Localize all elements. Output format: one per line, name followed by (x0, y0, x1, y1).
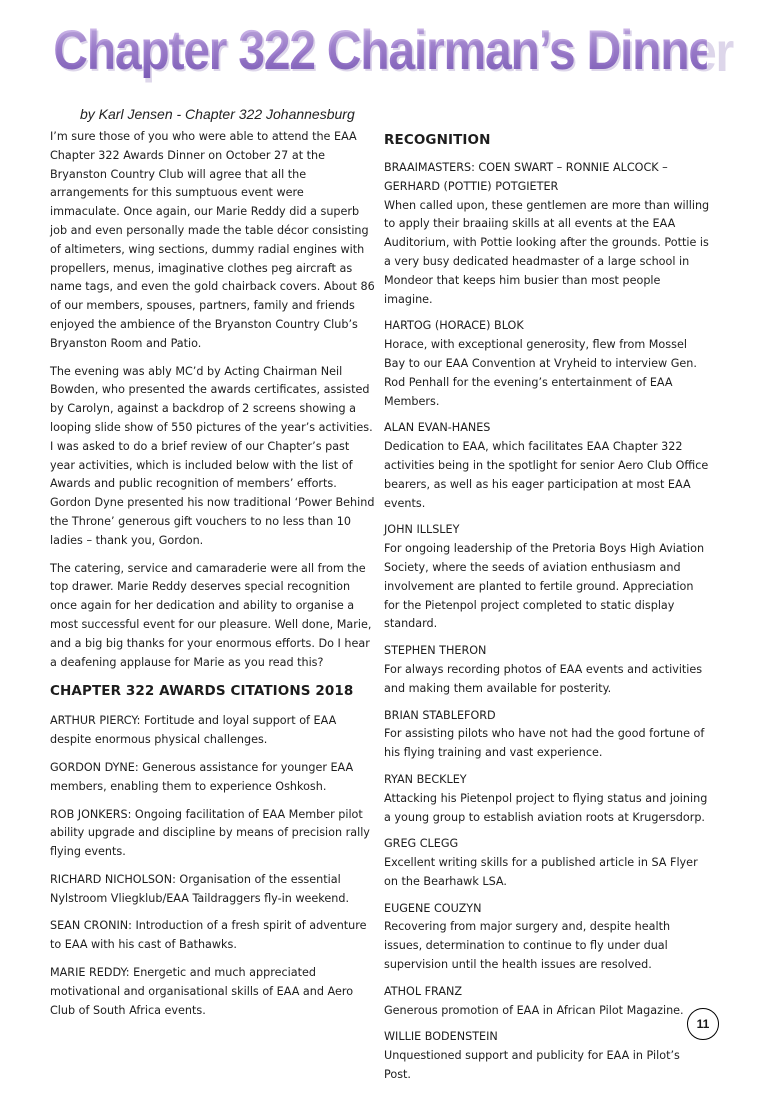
recognition-item (384, 835, 710, 891)
recognition-desc: For always recording photos of EAA events and activities and making them available for posterity. (384, 662, 703, 695)
intro-paragraph: The evening was ably MC’d by Acting Chairman Neil Bowden, who presented the awards certificates, assisted by Carolyn, against a backdrop of 2 screens showing a looping slide show of 550 pictures of the year’s activities. I was asked to do a brief review of our Chapter’s past year activities, which is included below with the list of Awards and public recognition of members’ efforts. Gordon Dyne presented his now traditional ‘Power Behind the Throne’ generous gift vouchers to no less than 10 ladies – thank you, Gordon. (50, 364, 375, 547)
recognition-desc: Excellent writing skills for a published article in SA Flyer on the Bearhawk LSA. (384, 856, 698, 888)
recognition-desc: Dedication to EAA, which facilitates EAA Chapter 322 activities being in the spotlight for senior Aero Club Office bearers, as well as his eager participation at most EAA events. (384, 440, 709, 510)
citation-item: ROB JONKERS: Ongoing facilitation of EAA Member pilot ability upgrade and discipline by means of precision rally flying events. (50, 807, 370, 859)
recognition-desc: For ongoing leadership of the Pretoria Boys High Aviation Society, where the seeds of aviation enthusiasm and involvement are planted to fertile ground. Appreciation for the Pietenpol project completed to static display standard. (384, 542, 705, 631)
recognition-item (384, 1028, 710, 1084)
recognition-name: EUGENE COUZYN (384, 901, 482, 915)
recognition-item (384, 983, 710, 1021)
page-number: 11 (687, 1008, 719, 1040)
right-column (384, 128, 710, 1093)
recognition-item (384, 521, 710, 634)
recognition-name: RYAN BECKLEY (384, 772, 467, 786)
citation-item: GORDON DYNE: Generous assistance for younger EAA members, enabling them to experience Oshkosh. (50, 760, 354, 793)
recognition-desc: Recovering from major surgery and, despite health issues, determination to continue to fly under dual supervision until the health issues are resolved. (384, 920, 671, 972)
article-title: Chapter 322 Chairman’s Dinner (53, 18, 732, 81)
byline: by Karl Jensen - Chapter 322 Johannesburg (80, 106, 355, 122)
recognition-name: ALAN EVAN-HANES (384, 421, 491, 435)
intro-paragraph: I’m sure those of you who were able to attend the EAA Chapter 322 Awards Dinner on October 27 at the Bryanston Country Club will agree that all the arrangements for this sumptuous event were immaculate. Once again, our Marie Reddy did a superb job and even personally made the table décor consisting of altimeters, wing sections, dummy radial engines with propellers, menus, imaginative clothes peg aircraft as name tags, and even the gold chairback covers. About 86 of our members, spouses, partners, family and friends enjoyed the ambience of the Bryanston Country Club’s Bryanston Room and Patio. (50, 130, 375, 350)
recognition-name: GREG CLEGG (384, 837, 459, 851)
recognition-name: JOHN ILLSLEY (384, 523, 460, 537)
recognition-item (384, 317, 710, 411)
citation-item: SEAN CRONIN: Introduction of a fresh spirit of adventure to EAA with his cast of Bathawks. (50, 919, 367, 952)
recognition-item (384, 900, 710, 975)
recognition-desc: Generous promotion of EAA in African Pilot Magazine. (384, 1003, 684, 1017)
recognition-item (384, 419, 710, 513)
recognition-desc: Unquestioned support and publicity for EAA in Pilot’s Post. (384, 1049, 680, 1082)
citation-item: MARIE REDDY: Energetic and much appreciated motivational and organisational skills of EAA and Aero Club of South Africa events. (50, 966, 354, 1017)
recognition-item (384, 707, 710, 763)
recognition-item (384, 642, 710, 698)
recognition-desc: For assisting pilots who have not had the good fortune of his flying training and vast experience. (384, 727, 705, 760)
recognition-name: STEPHEN THERON (384, 644, 487, 658)
recognition-name: ATHOL FRANZ (384, 984, 463, 998)
intro-paragraph: The catering, service and camaraderie were all from the top drawer. Marie Reddy deserves special recognition once again for her dedication and ability to organise a most successful event for our pleasure. Well done, Marie, and a big big thanks for your enormous efforts. Do I hear a deafening applause for Marie as you read this? (50, 561, 372, 669)
citation-item: RICHARD NICHOLSON: Organisation of the essential Nylstroom Vliegklub/EAA Taildraggers fly-in weekend. (50, 872, 350, 905)
recognition-item (384, 159, 710, 309)
left-column (50, 128, 376, 1029)
recognition-desc: Horace, with exceptional generosity, flew from Mossel Bay to our EAA Convention at Vryheid to interview Gen. Rod Penhall for the evening’s entertainment of EAA Members. (384, 338, 697, 408)
recognition-desc: When called upon, these gentlemen are more than willing to apply their braaiing skills at all events at the EAA Auditorium, with Pottie looking after the grounds. Pottie is a very busy dedicated headmaster of a large school in Mondeor that keeps him busier than most people imagine. (384, 198, 710, 306)
recognition-item (384, 771, 710, 827)
recognition-name: WILLIE BODENSTEIN (384, 1030, 498, 1044)
recognition-name: BRAAIMASTERS: COEN SWART – RONNIE ALCOCK – GERHARD (POTTIE) POTGIETER (384, 161, 668, 193)
citations-heading: CHAPTER 322 AWARDS CITATIONS 2018 (50, 683, 354, 700)
recognition-heading: RECOGNITION (384, 132, 491, 148)
recognition-name: HARTOG (HORACE) BLOK (384, 319, 524, 333)
citation-item: ARTHUR PIERCY: Fortitude and loyal support of EAA despite enormous physical challenges. (50, 714, 337, 747)
recognition-desc: Attacking his Pietenpol project to flying status and joining a young group to establish aviation roots at Krugersdorp. (384, 791, 708, 824)
recognition-name: BRIAN STABLEFORD (384, 708, 496, 722)
